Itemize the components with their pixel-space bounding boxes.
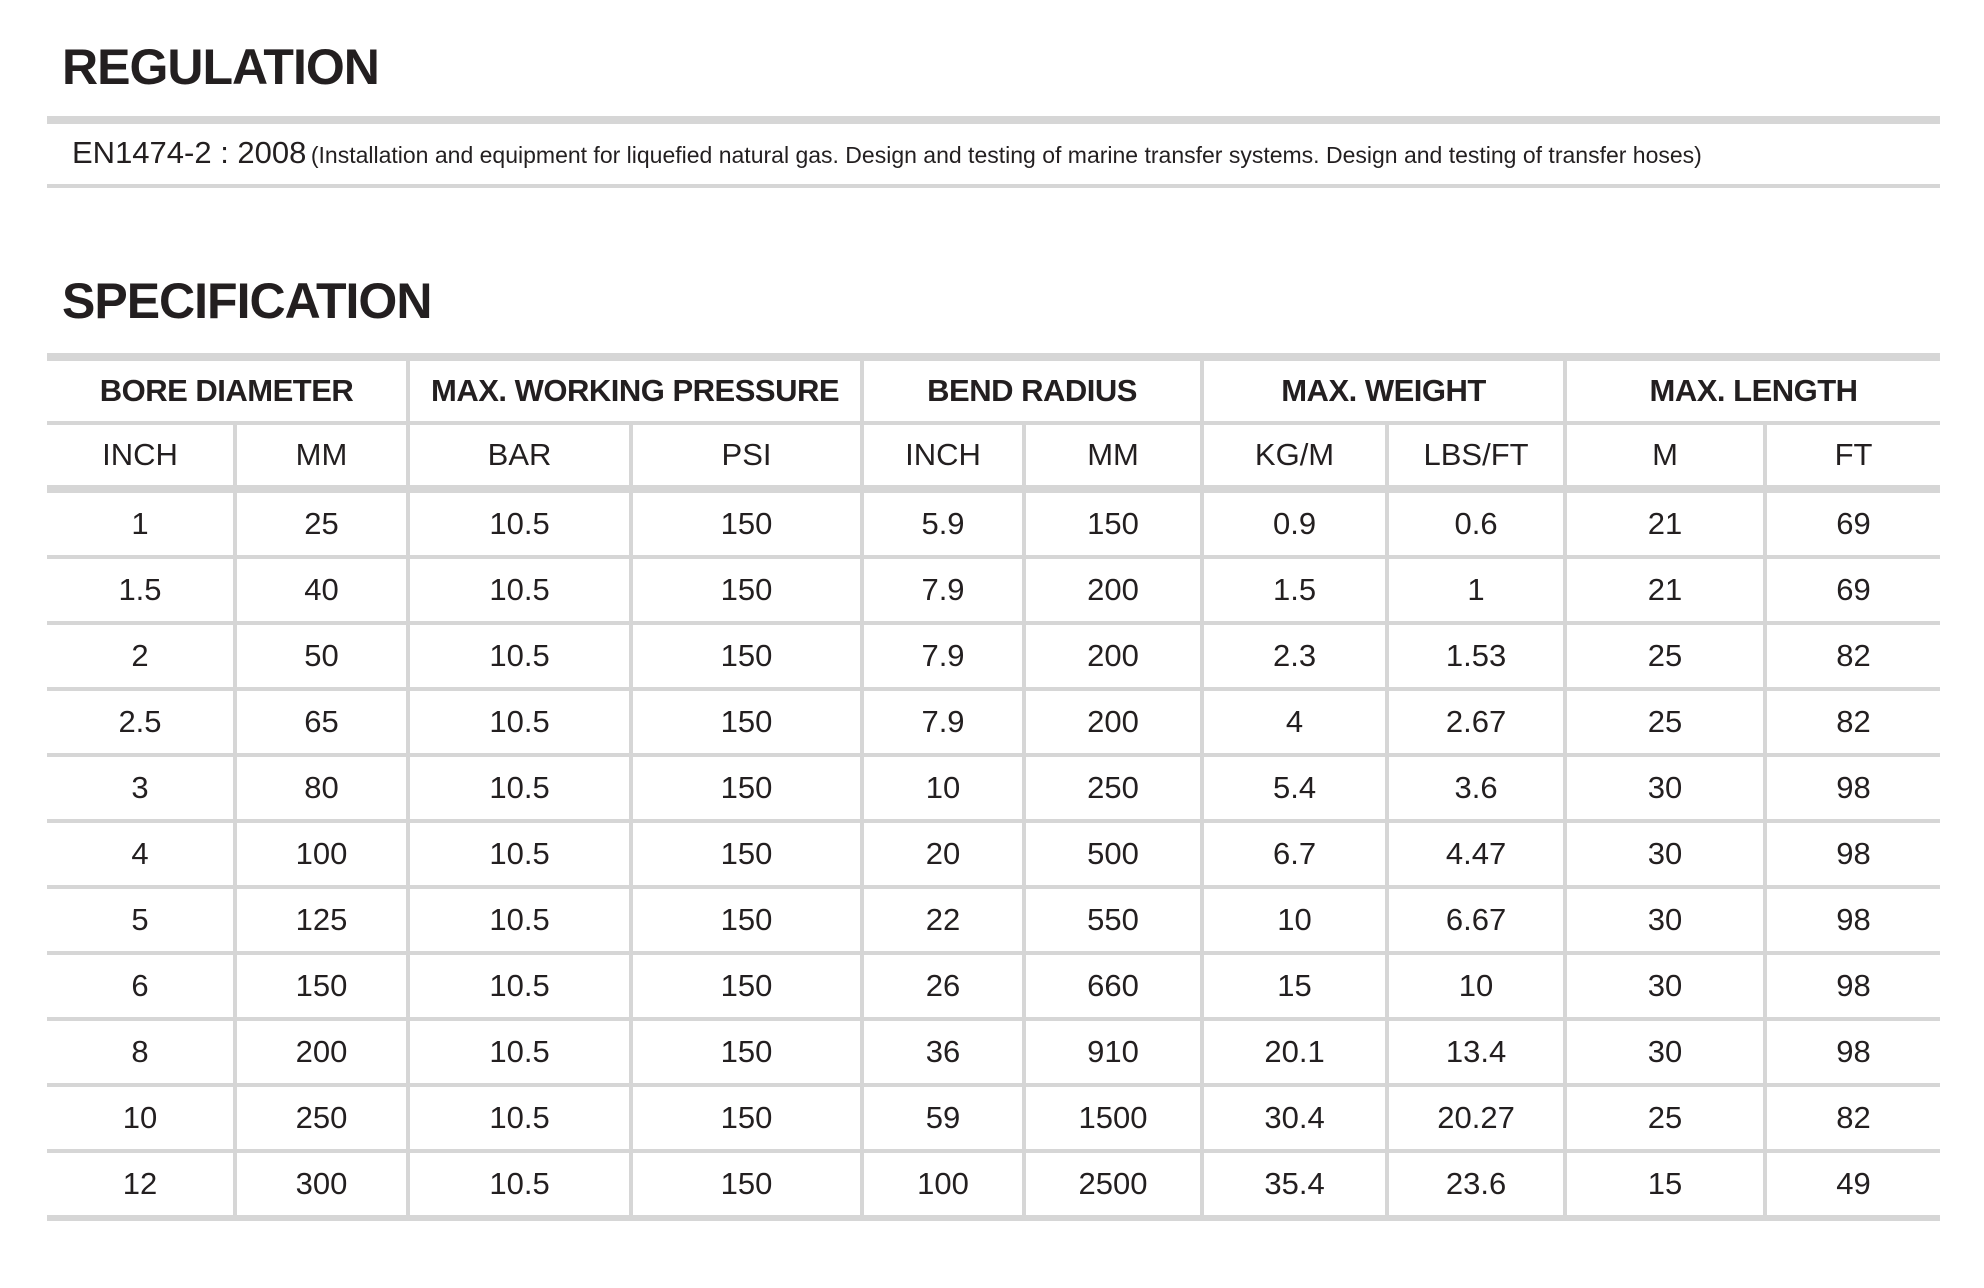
table-cell: 660	[1024, 953, 1202, 1019]
unit-header: BAR	[408, 423, 631, 489]
table-cell: 2.3	[1202, 623, 1387, 689]
table-cell: 35.4	[1202, 1151, 1387, 1218]
specification-table	[47, 353, 1940, 1221]
table-cell: 200	[235, 1019, 408, 1085]
table-row	[47, 489, 1940, 557]
table-cell: 98	[1765, 1019, 1940, 1085]
table-cell: 150	[631, 953, 862, 1019]
table-cell: 150	[631, 1151, 862, 1218]
table-cell: 30.4	[1202, 1085, 1387, 1151]
table-cell: 30	[1565, 1019, 1765, 1085]
table-cell: 98	[1765, 887, 1940, 953]
group-header-row	[47, 357, 1940, 423]
table-cell: 150	[631, 689, 862, 755]
table-cell: 10.5	[408, 689, 631, 755]
table-row	[47, 623, 1940, 689]
table-cell: 2	[47, 623, 235, 689]
table-cell: 300	[235, 1151, 408, 1218]
table-cell: 22	[862, 887, 1024, 953]
table-cell: 1.5	[1202, 557, 1387, 623]
specification-table-body	[47, 489, 1940, 1218]
table-cell: 150	[631, 1019, 862, 1085]
table-row	[47, 689, 1940, 755]
regulation-text	[72, 137, 1702, 168]
table-cell: 20.27	[1387, 1085, 1565, 1151]
table-cell: 21	[1565, 557, 1765, 623]
table-cell: 5	[47, 887, 235, 953]
regulation-bottom-divider	[47, 184, 1940, 188]
table-cell: 80	[235, 755, 408, 821]
table-cell: 10.5	[408, 557, 631, 623]
table-cell: 3.6	[1387, 755, 1565, 821]
table-cell: 150	[631, 557, 862, 623]
table-cell: 82	[1765, 623, 1940, 689]
table-cell: 1500	[1024, 1085, 1202, 1151]
table-cell: 50	[235, 623, 408, 689]
table-cell: 150	[631, 1085, 862, 1151]
table-cell: 0.6	[1387, 489, 1565, 557]
table-cell: 10.5	[408, 489, 631, 557]
table-cell: 15	[1565, 1151, 1765, 1218]
table-cell: 69	[1765, 557, 1940, 623]
table-cell: 6.7	[1202, 821, 1387, 887]
table-row	[47, 1085, 1940, 1151]
table-cell: 13.4	[1387, 1019, 1565, 1085]
table-row	[47, 887, 1940, 953]
table-cell: 125	[235, 887, 408, 953]
table-cell: 4.47	[1387, 821, 1565, 887]
table-cell: 4	[1202, 689, 1387, 755]
table-cell: 100	[862, 1151, 1024, 1218]
table-cell: 5.4	[1202, 755, 1387, 821]
table-cell: 10.5	[408, 755, 631, 821]
unit-header: INCH	[47, 423, 235, 489]
table-cell: 150	[631, 623, 862, 689]
table-cell: 26	[862, 953, 1024, 1019]
table-cell: 10	[862, 755, 1024, 821]
table-cell: 7.9	[862, 689, 1024, 755]
header-bore-diameter: BORE DIAMETER	[47, 357, 408, 423]
table-cell: 150	[631, 489, 862, 557]
unit-header: KG/M	[1202, 423, 1387, 489]
table-cell: 49	[1765, 1151, 1940, 1218]
table-cell: 910	[1024, 1019, 1202, 1085]
table-cell: 4	[47, 821, 235, 887]
table-cell: 2500	[1024, 1151, 1202, 1218]
table-cell: 10.5	[408, 821, 631, 887]
table-cell: 150	[631, 887, 862, 953]
table-cell: 25	[1565, 623, 1765, 689]
unit-header: FT	[1765, 423, 1940, 489]
table-cell: 20	[862, 821, 1024, 887]
table-cell: 7.9	[862, 557, 1024, 623]
table-cell: 30	[1565, 821, 1765, 887]
table-cell: 69	[1765, 489, 1940, 557]
table-row	[47, 821, 1940, 887]
regulation-title: REGULATION	[62, 39, 379, 95]
table-row	[47, 755, 1940, 821]
table-cell: 2.67	[1387, 689, 1565, 755]
table-cell: 250	[1024, 755, 1202, 821]
table-cell: 6.67	[1387, 887, 1565, 953]
table-cell: 59	[862, 1085, 1024, 1151]
table-cell: 98	[1765, 821, 1940, 887]
table-cell: 1.53	[1387, 623, 1565, 689]
table-cell: 150	[235, 953, 408, 1019]
table-cell: 25	[1565, 689, 1765, 755]
table-cell: 98	[1765, 755, 1940, 821]
table-row	[47, 557, 1940, 623]
table-cell: 30	[1565, 953, 1765, 1019]
unit-header: LBS/FT	[1387, 423, 1565, 489]
table-row	[47, 1019, 1940, 1085]
regulation-code: EN1474-2 : 2008	[72, 135, 307, 170]
table-cell: 550	[1024, 887, 1202, 953]
table-cell: 10	[1387, 953, 1565, 1019]
table-cell: 10	[47, 1085, 235, 1151]
table-cell: 100	[235, 821, 408, 887]
table-cell: 10.5	[408, 887, 631, 953]
table-cell: 23.6	[1387, 1151, 1565, 1218]
table-cell: 20.1	[1202, 1019, 1387, 1085]
table-cell: 1.5	[47, 557, 235, 623]
unit-header: MM	[1024, 423, 1202, 489]
table-row	[47, 953, 1940, 1019]
table-cell: 0.9	[1202, 489, 1387, 557]
header-bend-radius: BEND RADIUS	[862, 357, 1202, 423]
table-cell: 98	[1765, 953, 1940, 1019]
unit-header: PSI	[631, 423, 862, 489]
table-cell: 82	[1765, 689, 1940, 755]
table-cell: 500	[1024, 821, 1202, 887]
table-cell: 6	[47, 953, 235, 1019]
table-cell: 150	[631, 821, 862, 887]
regulation-top-divider	[47, 116, 1940, 124]
table-cell: 2.5	[47, 689, 235, 755]
table-cell: 8	[47, 1019, 235, 1085]
unit-header: INCH	[862, 423, 1024, 489]
table-cell: 200	[1024, 623, 1202, 689]
table-cell: 150	[1024, 489, 1202, 557]
table-cell: 30	[1565, 887, 1765, 953]
table-cell: 10.5	[408, 953, 631, 1019]
unit-header: M	[1565, 423, 1765, 489]
table-cell: 10.5	[408, 1151, 631, 1218]
table-cell: 21	[1565, 489, 1765, 557]
table-cell: 30	[1565, 755, 1765, 821]
table-cell: 65	[235, 689, 408, 755]
unit-header: MM	[235, 423, 408, 489]
regulation-description: (Installation and equipment for liquefied natural gas. Design and testing of marine transfer systems. Design and testing of transfer hoses)	[310, 142, 1702, 168]
header-max-working-pressure: MAX. WORKING PRESSURE	[408, 357, 862, 423]
table-cell: 1	[1387, 557, 1565, 623]
unit-header-row	[47, 423, 1940, 489]
table-cell: 12	[122, 1166, 158, 1201]
table-cell: 25	[1565, 1085, 1765, 1151]
table-cell: 10.5	[408, 1085, 631, 1151]
header-max-weight: MAX. WEIGHT	[1202, 357, 1565, 423]
table-cell: 10	[1202, 887, 1387, 953]
table-cell: 5.9	[862, 489, 1024, 557]
table-cell: 36	[862, 1019, 1024, 1085]
table-cell: 82	[1765, 1085, 1940, 1151]
table-row	[47, 1151, 1940, 1218]
header-max-length: MAX. LENGTH	[1565, 357, 1940, 423]
table-cell: 250	[235, 1085, 408, 1151]
table-cell: 15	[1202, 953, 1387, 1019]
table-cell: 40	[235, 557, 408, 623]
table-cell: 150	[631, 755, 862, 821]
table-cell: 200	[1024, 689, 1202, 755]
table-cell: 25	[235, 489, 408, 557]
table-cell: 200	[1024, 557, 1202, 623]
table-cell: 1	[47, 489, 235, 557]
specification-title: SPECIFICATION	[62, 273, 432, 329]
table-cell: 10.5	[408, 1019, 631, 1085]
table-cell: 10.5	[408, 623, 631, 689]
table-cell: 3	[47, 755, 235, 821]
table-cell: 7.9	[862, 623, 1024, 689]
